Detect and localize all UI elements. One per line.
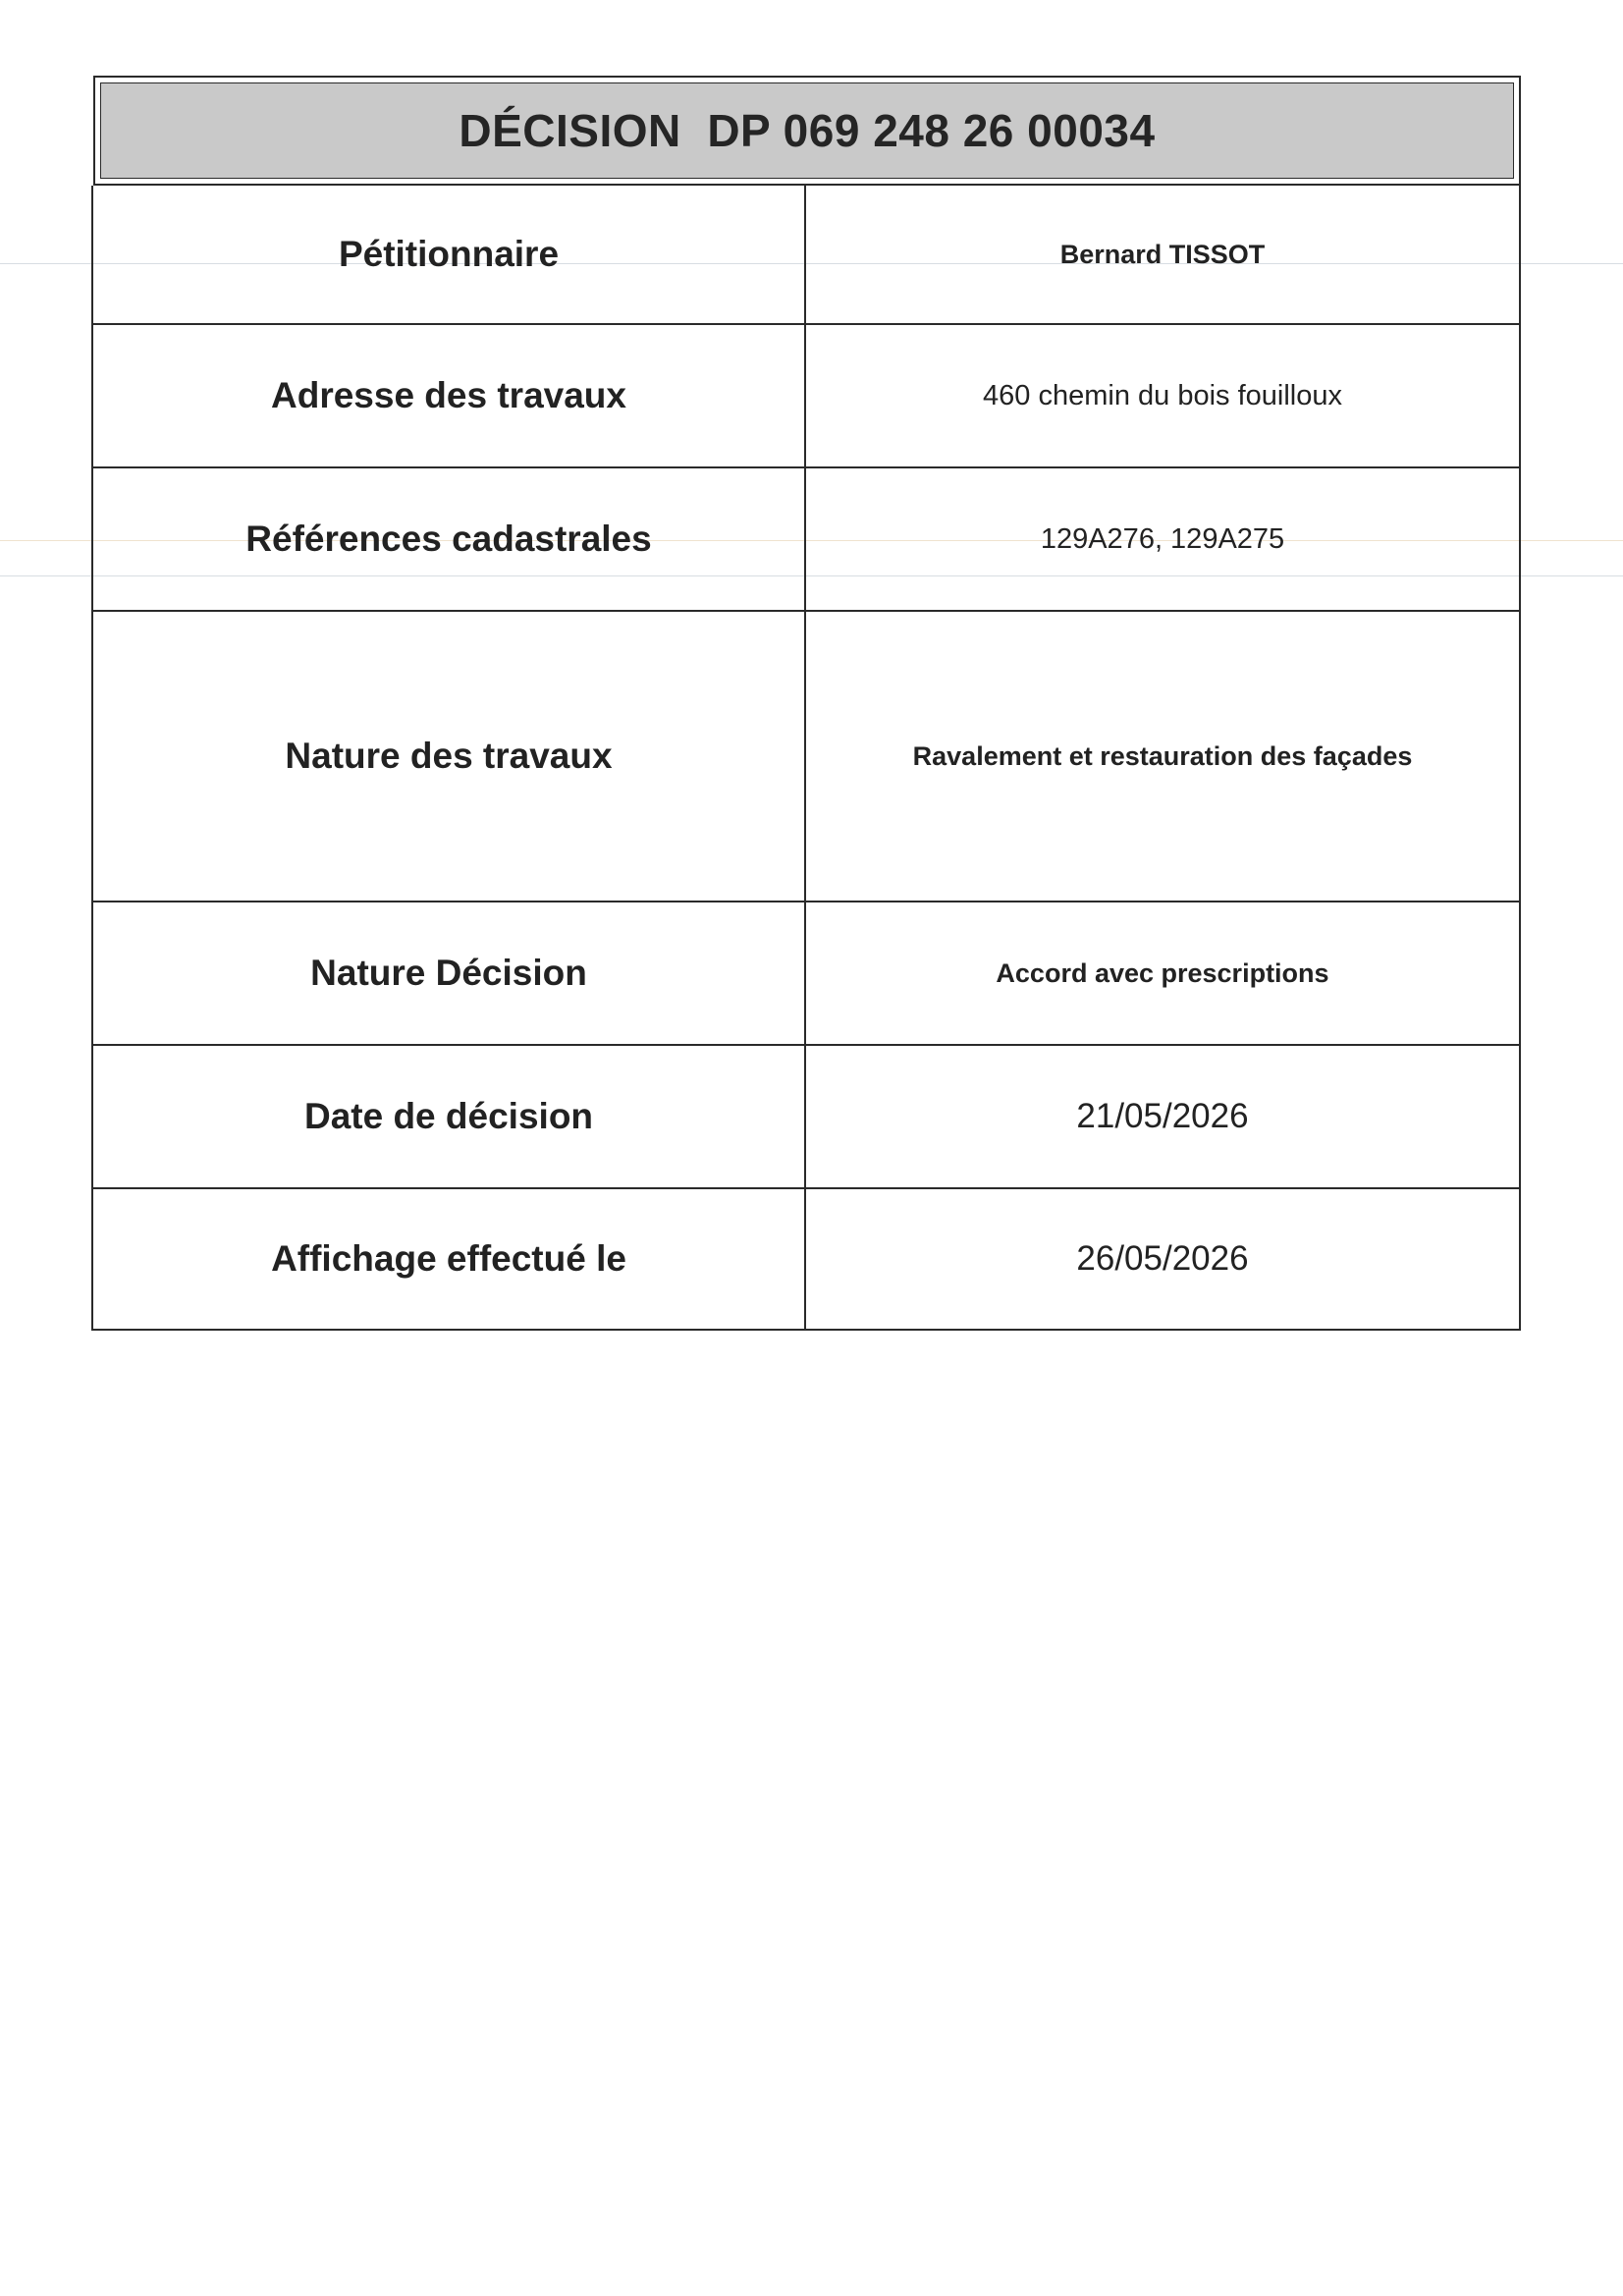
row-label: Nature des travaux bbox=[93, 612, 806, 901]
row-label: Adresse des travaux bbox=[93, 325, 806, 466]
row-value: 460 chemin du bois fouilloux bbox=[983, 379, 1342, 411]
row-value: 21/05/2026 bbox=[1076, 1097, 1249, 1135]
row-label: Nature Décision bbox=[93, 902, 806, 1044]
table-row bbox=[93, 186, 1519, 323]
row-value: 26/05/2026 bbox=[1076, 1239, 1249, 1278]
table-row bbox=[93, 901, 1519, 1044]
row-label: Affichage effectué le bbox=[93, 1189, 806, 1329]
table-row bbox=[93, 610, 1519, 901]
table-row bbox=[93, 1044, 1519, 1187]
row-value: Accord avec prescriptions bbox=[996, 957, 1329, 988]
table-row bbox=[93, 466, 1519, 610]
decision-title-banner bbox=[100, 82, 1514, 179]
row-value: Ravalement et restauration des façades bbox=[912, 740, 1413, 771]
decision-table bbox=[91, 186, 1521, 1331]
decision-title: DÉCISION DP 069 248 26 00034 bbox=[459, 105, 1156, 156]
table-row bbox=[93, 323, 1519, 466]
row-label: Date de décision bbox=[93, 1046, 806, 1187]
table-row bbox=[93, 1187, 1519, 1329]
row-value: Bernard TISSOT bbox=[1059, 239, 1266, 269]
row-label: Pétitionnaire bbox=[93, 186, 806, 323]
decision-title-box bbox=[93, 76, 1521, 186]
row-value: 129A276, 129A275 bbox=[1040, 522, 1285, 555]
row-label: Références cadastrales bbox=[93, 468, 806, 610]
